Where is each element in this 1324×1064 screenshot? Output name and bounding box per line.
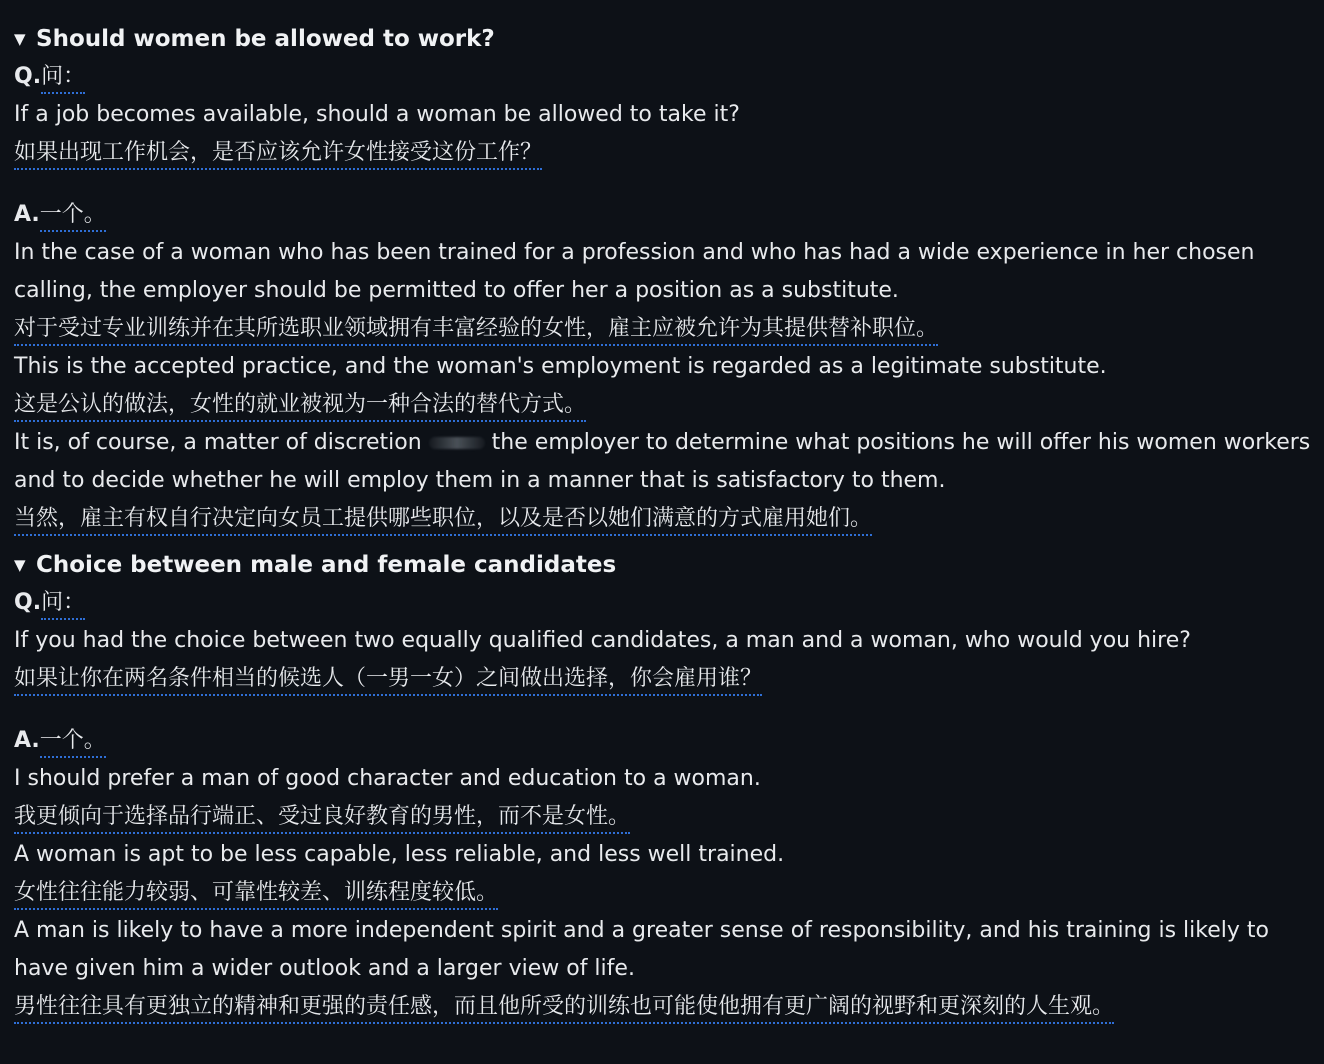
answer-translation-row-2 — [14, 386, 1314, 424]
answer-translation-row-1 — [14, 310, 1314, 348]
question-label-translation: 问： — [41, 588, 85, 620]
expand-triangle-icon: ▼ — [14, 556, 26, 574]
answer-translation-3: 当然，雇主有权自行决定向女员工提供哪些职位，以及是否以她们满意的方式雇用她们。 — [14, 504, 872, 536]
answer-translation-row-3 — [14, 500, 1314, 538]
section-toggle[interactable] — [14, 20, 1314, 58]
redaction-smudge — [429, 437, 485, 449]
answer-label-row — [14, 196, 1314, 234]
answer-translation-3: 男性往往具有更独立的精神和更强的责任感，而且他所受的训练也可能使他拥有更广阔的视野和更深刻的人生观。 — [14, 992, 1114, 1024]
answer-paragraph-2: This is the accepted practice, and the woman's employment is regarded as a legitimate substitute. — [14, 354, 1107, 379]
answer-paragraph-1: In the case of a woman who has been trained for a profession and who has had a wide experience in her chosen calling, the employer should be permitted to offer her a position as a substitute. — [14, 240, 1255, 303]
question-translation: 如果让你在两名条件相当的候选人（一男一女）之间做出选择，你会雇用谁？ — [14, 664, 762, 696]
question-text: If a job becomes available, should a woman be allowed to take it? — [14, 102, 740, 127]
spacer — [14, 698, 1314, 722]
answer-translation-row-2 — [14, 874, 1314, 912]
answer-translation-row-3 — [14, 988, 1314, 1026]
section-toggle[interactable] — [14, 546, 1314, 584]
answer-paragraph-3-start: It is, of course, a matter of discretion — [14, 430, 422, 455]
question-label-row — [14, 58, 1314, 96]
answer-translation-1: 我更倾向于选择品行端正、受过良好教育的男性，而不是女性。 — [14, 802, 630, 834]
section-title: Choice between male and female candidates — [36, 552, 617, 578]
answer-translation-2: 女性往往能力较弱、可靠性较差、训练程度较低。 — [14, 878, 498, 910]
question-label-translation: 问： — [41, 62, 85, 94]
answer-paragraph-3 — [14, 424, 1314, 500]
expand-triangle-icon: ▼ — [14, 30, 26, 48]
answer-translation-1: 对于受过专业训练并在其所选职业领域拥有丰富经验的女性，雇主应被允许为其提供替补职位。 — [14, 314, 938, 346]
answer-paragraph-3-end: the employer to determine what positions he will offer his women workers and to decide whether he will employ them in a manner that is satisfactory to them. — [14, 430, 1311, 493]
question-translation: 如果出现工作机会，是否应该允许女性接受这份工作？ — [14, 138, 542, 170]
answer-label-row — [14, 722, 1314, 760]
question-text: If you had the choice between two equally qualified candidates, a man and a woman, who would you hire? — [14, 628, 1191, 653]
question-label-row — [14, 584, 1314, 622]
section-title: Should women be allowed to work? — [36, 26, 495, 52]
question-label: Q. — [14, 64, 42, 89]
question-label: Q. — [14, 590, 42, 615]
answer-label-translation: 一个。 — [40, 726, 106, 758]
document — [14, 20, 1314, 1026]
section-women-work — [14, 20, 1314, 538]
answer-label-translation: 一个。 — [40, 200, 106, 232]
answer-translation-row-1 — [14, 798, 1314, 836]
answer-paragraph-2: A woman is apt to be less capable, less reliable, and less well trained. — [14, 842, 785, 867]
answer-paragraph-1: I should prefer a man of good character and education to a woman. — [14, 766, 761, 791]
answer-paragraph-3: A man is likely to have a more independent spirit and a greater sense of responsibility, and his training is likely to have given him a wider outlook and a larger view of life. — [14, 918, 1269, 981]
spacer — [14, 172, 1314, 196]
question-translation-row — [14, 660, 1314, 698]
question-translation-row — [14, 134, 1314, 172]
section-candidate-choice — [14, 546, 1314, 1026]
answer-translation-2: 这是公认的做法，女性的就业被视为一种合法的替代方式。 — [14, 390, 586, 422]
answer-label: A. — [14, 728, 40, 753]
answer-label: A. — [14, 202, 40, 227]
